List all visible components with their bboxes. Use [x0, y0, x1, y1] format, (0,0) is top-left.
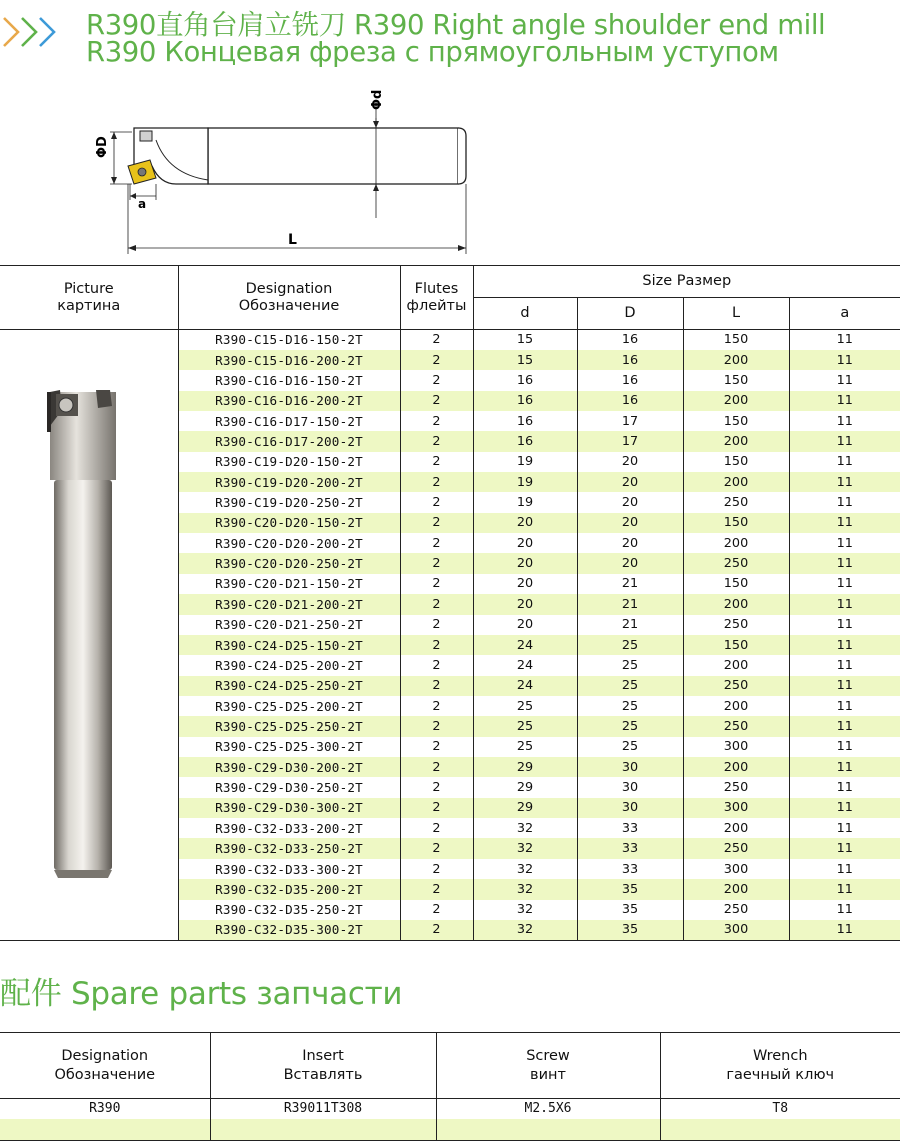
cell-a: 11	[789, 533, 900, 553]
cell-L: 200	[683, 818, 789, 838]
cell-L: 300	[683, 798, 789, 818]
cell-L: 250	[683, 716, 789, 736]
cell-L: 200	[683, 879, 789, 899]
cell-d: 20	[473, 615, 577, 635]
header-L: L	[683, 298, 789, 330]
cell-d: 19	[473, 452, 577, 472]
spare-header-designation: Designation Обозначение	[0, 1033, 210, 1099]
cell-d: 32	[473, 920, 577, 941]
cell-L: 250	[683, 615, 789, 635]
cell-designation: R390-C29-D30-200-2T	[178, 757, 400, 777]
cell-a: 11	[789, 370, 900, 390]
spare-parts-table	[0, 1032, 900, 1141]
cell-L: 200	[683, 431, 789, 451]
cell-a: 11	[789, 574, 900, 594]
cell-L: 150	[683, 452, 789, 472]
cell-a: 11	[789, 594, 900, 614]
cell-D: 30	[577, 757, 683, 777]
cell-d: 20	[473, 513, 577, 533]
cell-flutes: 2	[400, 737, 473, 757]
cell-d: 25	[473, 737, 577, 757]
cell-designation: R390-C25-D25-300-2T	[178, 737, 400, 757]
cell-designation: R390-C24-D25-200-2T	[178, 655, 400, 675]
cell-d: 32	[473, 879, 577, 899]
cell-D: 20	[577, 553, 683, 573]
cell-D: 33	[577, 859, 683, 879]
cell-D: 25	[577, 696, 683, 716]
specification-table-body	[0, 330, 900, 941]
cell-flutes: 2	[400, 411, 473, 431]
cell-a: 11	[789, 838, 900, 858]
cell-L: 250	[683, 553, 789, 573]
cell-flutes: 2	[400, 594, 473, 614]
cell-L: 250	[683, 838, 789, 858]
cell-a: 11	[789, 635, 900, 655]
cell-designation: R390-C20-D21-200-2T	[178, 594, 400, 614]
cell-designation: R390-C24-D25-150-2T	[178, 635, 400, 655]
label-L: L	[288, 232, 297, 248]
cell-D: 33	[577, 838, 683, 858]
cell-flutes: 2	[400, 859, 473, 879]
cell-a: 11	[789, 696, 900, 716]
cell-L: 200	[683, 757, 789, 777]
cell-D: 21	[577, 574, 683, 594]
cell-D: 20	[577, 452, 683, 472]
cell-a: 11	[789, 350, 900, 370]
cell-flutes: 2	[400, 818, 473, 838]
header-flutes: Flutes флейты	[400, 266, 473, 330]
cell-D: 17	[577, 431, 683, 451]
cell-a: 11	[789, 757, 900, 777]
specification-table	[0, 265, 900, 941]
cell-a: 11	[789, 798, 900, 818]
cell-L: 300	[683, 920, 789, 941]
spare-header-screw: Screw винт	[436, 1033, 660, 1099]
cell-designation: R390-C25-D25-200-2T	[178, 696, 400, 716]
cell-designation: R390-C20-D21-250-2T	[178, 615, 400, 635]
cell-d: 16	[473, 431, 577, 451]
cell-a: 11	[789, 452, 900, 472]
cell-designation: R390-C20-D21-150-2T	[178, 574, 400, 594]
cell-designation: R390-C32-D35-300-2T	[178, 920, 400, 941]
cell-D: 16	[577, 391, 683, 411]
cell-D: 16	[577, 370, 683, 390]
cell-D: 16	[577, 350, 683, 370]
cell-D: 20	[577, 472, 683, 492]
cell-L: 150	[683, 574, 789, 594]
cell-designation: R390-C20-D20-150-2T	[178, 513, 400, 533]
cell-D: 17	[577, 411, 683, 431]
cell-L: 300	[683, 859, 789, 879]
page-subtitle: R390 Концевая фреза с прямоугольным уступом	[86, 36, 779, 68]
cell-flutes: 2	[400, 615, 473, 635]
cell-a: 11	[789, 676, 900, 696]
spare-parts-empty-row	[0, 1119, 900, 1141]
cell-L: 200	[683, 472, 789, 492]
spare-insert: R39011T308	[210, 1099, 436, 1119]
cell-D: 20	[577, 513, 683, 533]
cell-designation: R390-C19-D20-200-2T	[178, 472, 400, 492]
cell-designation: R390-C19-D20-250-2T	[178, 492, 400, 512]
spare-designation: R390	[0, 1099, 210, 1119]
cell-flutes: 2	[400, 553, 473, 573]
cell-D: 35	[577, 879, 683, 899]
cell-a: 11	[789, 737, 900, 757]
spare-parts-title: 配件 Spare parts запчасти	[0, 976, 403, 1012]
cell-D: 25	[577, 716, 683, 736]
cell-d: 16	[473, 411, 577, 431]
chevron-right-triple-icon	[2, 12, 64, 52]
label-d: Φd	[370, 89, 385, 110]
cell-L: 200	[683, 391, 789, 411]
cell-L: 200	[683, 696, 789, 716]
cell-d: 16	[473, 391, 577, 411]
cell-a: 11	[789, 859, 900, 879]
cell-a: 11	[789, 553, 900, 573]
cell-designation: R390-C20-D20-200-2T	[178, 533, 400, 553]
spare-header-insert: Insert Вставлять	[210, 1033, 436, 1099]
cell-flutes: 2	[400, 900, 473, 920]
end-mill-technical-drawing	[80, 88, 500, 258]
cell-d: 19	[473, 492, 577, 512]
page-title: R390直角台肩立铣刀 R390 Right angle shoulder end mill	[86, 9, 826, 41]
cell-d: 32	[473, 818, 577, 838]
cell-d: 29	[473, 757, 577, 777]
cell-d: 32	[473, 838, 577, 858]
cell-D: 35	[577, 900, 683, 920]
cell-a: 11	[789, 655, 900, 675]
cell-a: 11	[789, 472, 900, 492]
cell-D: 30	[577, 777, 683, 797]
cell-d: 29	[473, 777, 577, 797]
cell-designation: R390-C15-D16-200-2T	[178, 350, 400, 370]
cell-D: 25	[577, 737, 683, 757]
cell-flutes: 2	[400, 472, 473, 492]
cell-flutes: 2	[400, 716, 473, 736]
header-size: Size Размер	[473, 266, 900, 298]
cell-a: 11	[789, 330, 900, 350]
cell-flutes: 2	[400, 757, 473, 777]
cell-flutes: 2	[400, 330, 473, 350]
cell-D: 25	[577, 635, 683, 655]
cell-flutes: 2	[400, 391, 473, 411]
cell-D: 33	[577, 818, 683, 838]
cell-d: 20	[473, 594, 577, 614]
cell-d: 24	[473, 676, 577, 696]
cell-L: 150	[683, 370, 789, 390]
cell-a: 11	[789, 391, 900, 411]
cell-d: 15	[473, 350, 577, 370]
header-a: a	[789, 298, 900, 330]
cell-D: 30	[577, 798, 683, 818]
cell-flutes: 2	[400, 513, 473, 533]
cell-L: 200	[683, 350, 789, 370]
cell-d: 20	[473, 574, 577, 594]
cell-a: 11	[789, 513, 900, 533]
cell-flutes: 2	[400, 635, 473, 655]
cell-a: 11	[789, 818, 900, 838]
cell-d: 24	[473, 635, 577, 655]
cell-D: 35	[577, 920, 683, 941]
cell-L: 200	[683, 655, 789, 675]
cell-a: 11	[789, 615, 900, 635]
cell-designation: R390-C15-D16-150-2T	[178, 330, 400, 350]
cell-a: 11	[789, 492, 900, 512]
header-D: D	[577, 298, 683, 330]
label-D: ΦD	[95, 136, 110, 158]
spare-parts-row	[0, 1099, 900, 1119]
page-header	[0, 0, 900, 80]
header-d: d	[473, 298, 577, 330]
cell-a: 11	[789, 716, 900, 736]
cell-d: 19	[473, 472, 577, 492]
cell-d: 32	[473, 859, 577, 879]
cell-designation: R390-C32-D35-250-2T	[178, 900, 400, 920]
cell-D: 25	[577, 655, 683, 675]
spare-header-wrench: Wrench гаечный ключ	[660, 1033, 900, 1099]
cell-flutes: 2	[400, 452, 473, 472]
cell-L: 150	[683, 411, 789, 431]
cell-a: 11	[789, 777, 900, 797]
cell-designation: R390-C16-D16-150-2T	[178, 370, 400, 390]
cell-L: 150	[683, 635, 789, 655]
cell-d: 20	[473, 553, 577, 573]
cell-flutes: 2	[400, 574, 473, 594]
cell-designation: R390-C24-D25-250-2T	[178, 676, 400, 696]
cell-flutes: 2	[400, 350, 473, 370]
cell-designation: R390-C32-D33-250-2T	[178, 838, 400, 858]
cell-a: 11	[789, 900, 900, 920]
cell-designation: R390-C29-D30-300-2T	[178, 798, 400, 818]
cell-D: 21	[577, 615, 683, 635]
cell-flutes: 2	[400, 676, 473, 696]
cell-designation: R390-C16-D17-150-2T	[178, 411, 400, 431]
cell-a: 11	[789, 920, 900, 941]
cell-flutes: 2	[400, 838, 473, 858]
cell-flutes: 2	[400, 655, 473, 675]
header-picture: Picture картина	[0, 266, 178, 330]
cell-D: 20	[577, 492, 683, 512]
cell-d: 16	[473, 370, 577, 390]
cell-designation: R390-C29-D30-250-2T	[178, 777, 400, 797]
cell-L: 150	[683, 513, 789, 533]
cell-D: 21	[577, 594, 683, 614]
cell-flutes: 2	[400, 798, 473, 818]
end-mill-photo	[0, 330, 178, 936]
cell-flutes: 2	[400, 370, 473, 390]
cell-a: 11	[789, 431, 900, 451]
cell-L: 300	[683, 737, 789, 757]
end-mill-picture	[0, 330, 178, 941]
cell-L: 250	[683, 900, 789, 920]
cell-flutes: 2	[400, 879, 473, 899]
cell-D: 20	[577, 533, 683, 553]
cell-a: 11	[789, 879, 900, 899]
cell-d: 15	[473, 330, 577, 350]
cell-designation: R390-C25-D25-250-2T	[178, 716, 400, 736]
cell-L: 200	[683, 533, 789, 553]
cell-designation: R390-C16-D17-200-2T	[178, 431, 400, 451]
spare-wrench: T8	[660, 1099, 900, 1119]
cell-flutes: 2	[400, 533, 473, 553]
cell-flutes: 2	[400, 696, 473, 716]
cell-flutes: 2	[400, 777, 473, 797]
cell-D: 25	[577, 676, 683, 696]
cell-d: 25	[473, 696, 577, 716]
cell-d: 32	[473, 900, 577, 920]
label-a: a	[138, 197, 147, 211]
cell-d: 20	[473, 533, 577, 553]
cell-d: 24	[473, 655, 577, 675]
cell-d: 29	[473, 798, 577, 818]
spare-screw: M2.5X6	[436, 1099, 660, 1119]
cell-flutes: 2	[400, 492, 473, 512]
cell-designation: R390-C20-D20-250-2T	[178, 553, 400, 573]
cell-L: 250	[683, 777, 789, 797]
cell-designation: R390-C16-D16-200-2T	[178, 391, 400, 411]
cell-a: 11	[789, 411, 900, 431]
cell-designation: R390-C19-D20-150-2T	[178, 452, 400, 472]
cell-designation: R390-C32-D33-200-2T	[178, 818, 400, 838]
cell-flutes: 2	[400, 920, 473, 941]
cell-L: 150	[683, 330, 789, 350]
cell-flutes: 2	[400, 431, 473, 451]
cell-L: 250	[683, 676, 789, 696]
cell-d: 25	[473, 716, 577, 736]
cell-designation: R390-C32-D35-200-2T	[178, 879, 400, 899]
cell-D: 16	[577, 330, 683, 350]
header-designation: Designation Обозначение	[178, 266, 400, 330]
cell-L: 250	[683, 492, 789, 512]
cell-designation: R390-C32-D33-300-2T	[178, 859, 400, 879]
table-row	[0, 330, 900, 350]
cell-L: 200	[683, 594, 789, 614]
